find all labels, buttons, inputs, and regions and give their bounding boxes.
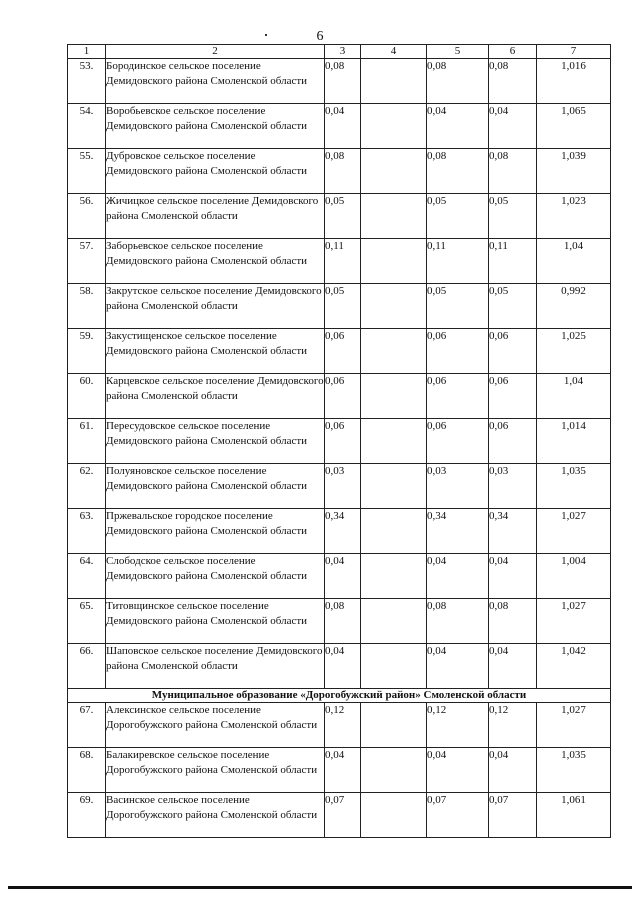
- value-col-6: 0,12: [489, 703, 537, 748]
- value-col-4: [361, 329, 427, 374]
- table-row: [68, 554, 611, 599]
- table-row: [68, 748, 611, 793]
- row-number: 63.: [68, 509, 106, 554]
- value-col-5: 0,06: [427, 374, 489, 419]
- value-col-6: 0,34: [489, 509, 537, 554]
- settlement-name: Заборьевское сельское поселение Демидовского района Смоленской области: [106, 239, 325, 284]
- row-number: 61.: [68, 419, 106, 464]
- row-number: 59.: [68, 329, 106, 374]
- settlement-name: Закустищенское сельское поселение Демидовского района Смоленской области: [106, 329, 325, 374]
- scan-speck: [265, 34, 267, 36]
- value-col-6: 0,04: [489, 104, 537, 149]
- column-header: 5: [427, 45, 489, 59]
- table-row: [68, 464, 611, 509]
- value-col-5: 0,07: [427, 793, 489, 838]
- value-col-6: 0,04: [489, 644, 537, 689]
- value-col-3: 0,05: [325, 284, 361, 329]
- table-row: [68, 194, 611, 239]
- value-col-7: 1,016: [537, 59, 611, 104]
- value-col-3: 0,04: [325, 748, 361, 793]
- settlement-name: Дубровское сельское поселение Демидовского района Смоленской области: [106, 149, 325, 194]
- table-row: [68, 329, 611, 374]
- table-row: [68, 599, 611, 644]
- settlement-name: Титовщинское сельское поселение Демидовского района Смоленской области: [106, 599, 325, 644]
- settlement-name: Полуяновское сельское поселение Демидовского района Смоленской области: [106, 464, 325, 509]
- value-col-3: 0,04: [325, 644, 361, 689]
- value-col-6: 0,06: [489, 329, 537, 374]
- value-col-3: 0,11: [325, 239, 361, 284]
- row-number: 58.: [68, 284, 106, 329]
- value-col-5: 0,04: [427, 748, 489, 793]
- value-col-4: [361, 464, 427, 509]
- value-col-5: 0,34: [427, 509, 489, 554]
- value-col-4: [361, 419, 427, 464]
- table-row: [68, 509, 611, 554]
- row-number: 56.: [68, 194, 106, 239]
- column-header: 7: [537, 45, 611, 59]
- value-col-3: 0,07: [325, 793, 361, 838]
- column-header: 1: [68, 45, 106, 59]
- value-col-6: 0,05: [489, 194, 537, 239]
- value-col-5: 0,08: [427, 599, 489, 644]
- value-col-7: 1,042: [537, 644, 611, 689]
- value-col-6: 0,03: [489, 464, 537, 509]
- value-col-4: [361, 554, 427, 599]
- value-col-5: 0,12: [427, 703, 489, 748]
- column-header: 3: [325, 45, 361, 59]
- value-col-3: 0,08: [325, 599, 361, 644]
- value-col-6: 0,04: [489, 554, 537, 599]
- column-header: 2: [106, 45, 325, 59]
- value-col-3: 0,34: [325, 509, 361, 554]
- value-col-3: 0,06: [325, 329, 361, 374]
- value-col-6: 0,06: [489, 419, 537, 464]
- value-col-3: 0,04: [325, 104, 361, 149]
- value-col-4: [361, 194, 427, 239]
- table-row: [68, 104, 611, 149]
- value-col-7: 0,992: [537, 284, 611, 329]
- settlement-name: Слободское сельское поселение Демидовского района Смоленской области: [106, 554, 325, 599]
- bottom-rule: [8, 886, 632, 889]
- value-col-3: 0,04: [325, 554, 361, 599]
- value-col-5: 0,04: [427, 104, 489, 149]
- value-col-5: 0,06: [427, 419, 489, 464]
- section-title: Муниципальное образование «Дорогобужский район» Смоленской области: [68, 689, 611, 703]
- value-col-5: 0,04: [427, 644, 489, 689]
- allocation-table: [67, 44, 611, 838]
- value-col-3: 0,08: [325, 59, 361, 104]
- row-number: 60.: [68, 374, 106, 419]
- table-row: [68, 644, 611, 689]
- column-header: 4: [361, 45, 427, 59]
- value-col-4: [361, 239, 427, 284]
- value-col-6: 0,08: [489, 59, 537, 104]
- value-col-4: [361, 374, 427, 419]
- row-number: 54.: [68, 104, 106, 149]
- value-col-4: [361, 748, 427, 793]
- section-row: [68, 689, 611, 703]
- settlement-name: Пересудовское сельское поселение Демидовского района Смоленской области: [106, 419, 325, 464]
- value-col-3: 0,12: [325, 703, 361, 748]
- table-row: [68, 793, 611, 838]
- value-col-7: 1,061: [537, 793, 611, 838]
- table-row: [68, 419, 611, 464]
- settlement-name: Воробьевское сельское поселение Демидовского района Смоленской области: [106, 104, 325, 149]
- value-col-5: 0,05: [427, 194, 489, 239]
- value-col-5: 0,06: [427, 329, 489, 374]
- value-col-4: [361, 599, 427, 644]
- value-col-6: 0,08: [489, 599, 537, 644]
- row-number: 65.: [68, 599, 106, 644]
- value-col-7: 1,027: [537, 703, 611, 748]
- table-row: [68, 239, 611, 284]
- row-number: 69.: [68, 793, 106, 838]
- column-header: 6: [489, 45, 537, 59]
- row-number: 64.: [68, 554, 106, 599]
- value-col-4: [361, 509, 427, 554]
- value-col-4: [361, 284, 427, 329]
- value-col-7: 1,039: [537, 149, 611, 194]
- table-row: [68, 59, 611, 104]
- value-col-7: 1,027: [537, 509, 611, 554]
- value-col-6: 0,08: [489, 149, 537, 194]
- value-col-3: 0,08: [325, 149, 361, 194]
- value-col-5: 0,11: [427, 239, 489, 284]
- value-col-6: 0,05: [489, 284, 537, 329]
- table-row: [68, 284, 611, 329]
- value-col-6: 0,04: [489, 748, 537, 793]
- settlement-name: Пржевальское городское поселение Демидовского района Смоленской области: [106, 509, 325, 554]
- value-col-7: 1,027: [537, 599, 611, 644]
- value-col-7: 1,04: [537, 374, 611, 419]
- value-col-7: 1,04: [537, 239, 611, 284]
- value-col-4: [361, 703, 427, 748]
- page-number: 6: [316, 29, 324, 44]
- row-number: 68.: [68, 748, 106, 793]
- value-col-5: 0,08: [427, 59, 489, 104]
- value-col-7: 1,065: [537, 104, 611, 149]
- table-row: [68, 374, 611, 419]
- row-number: 57.: [68, 239, 106, 284]
- value-col-4: [361, 793, 427, 838]
- settlement-name: Васинское сельское поселение Дорогобужского района Смоленской области: [106, 793, 325, 838]
- value-col-4: [361, 644, 427, 689]
- row-number: 55.: [68, 149, 106, 194]
- settlement-name: Шаповское сельское поселение Демидовского района Смоленской области: [106, 644, 325, 689]
- value-col-7: 1,025: [537, 329, 611, 374]
- settlement-name: Балакиревское сельское поселение Дорогобужского района Смоленской области: [106, 748, 325, 793]
- value-col-4: [361, 59, 427, 104]
- settlement-name: Бородинское сельское поселение Демидовского района Смоленской области: [106, 59, 325, 104]
- row-number: 66.: [68, 644, 106, 689]
- settlement-name: Закрутское сельское поселение Демидовского района Смоленской области: [106, 284, 325, 329]
- value-col-6: 0,07: [489, 793, 537, 838]
- settlement-name: Жичицкое сельское поселение Демидовского района Смоленской области: [106, 194, 325, 239]
- value-col-7: 1,035: [537, 464, 611, 509]
- value-col-7: 1,014: [537, 419, 611, 464]
- value-col-4: [361, 149, 427, 194]
- value-col-3: 0,03: [325, 464, 361, 509]
- value-col-3: 0,06: [325, 419, 361, 464]
- row-number: 67.: [68, 703, 106, 748]
- table-row: [68, 149, 611, 194]
- value-col-5: 0,04: [427, 554, 489, 599]
- value-col-5: 0,05: [427, 284, 489, 329]
- row-number: 53.: [68, 59, 106, 104]
- value-col-5: 0,03: [427, 464, 489, 509]
- table-row: [68, 703, 611, 748]
- value-col-3: 0,06: [325, 374, 361, 419]
- value-col-7: 1,035: [537, 748, 611, 793]
- value-col-7: 1,004: [537, 554, 611, 599]
- value-col-7: 1,023: [537, 194, 611, 239]
- settlement-name: Алексинское сельское поселение Дорогобужского района Смоленской области: [106, 703, 325, 748]
- value-col-6: 0,06: [489, 374, 537, 419]
- value-col-5: 0,08: [427, 149, 489, 194]
- value-col-3: 0,05: [325, 194, 361, 239]
- value-col-6: 0,11: [489, 239, 537, 284]
- row-number: 62.: [68, 464, 106, 509]
- value-col-4: [361, 104, 427, 149]
- column-header-row: [68, 45, 611, 59]
- settlement-name: Карцевское сельское поселение Демидовского района Смоленской области: [106, 374, 325, 419]
